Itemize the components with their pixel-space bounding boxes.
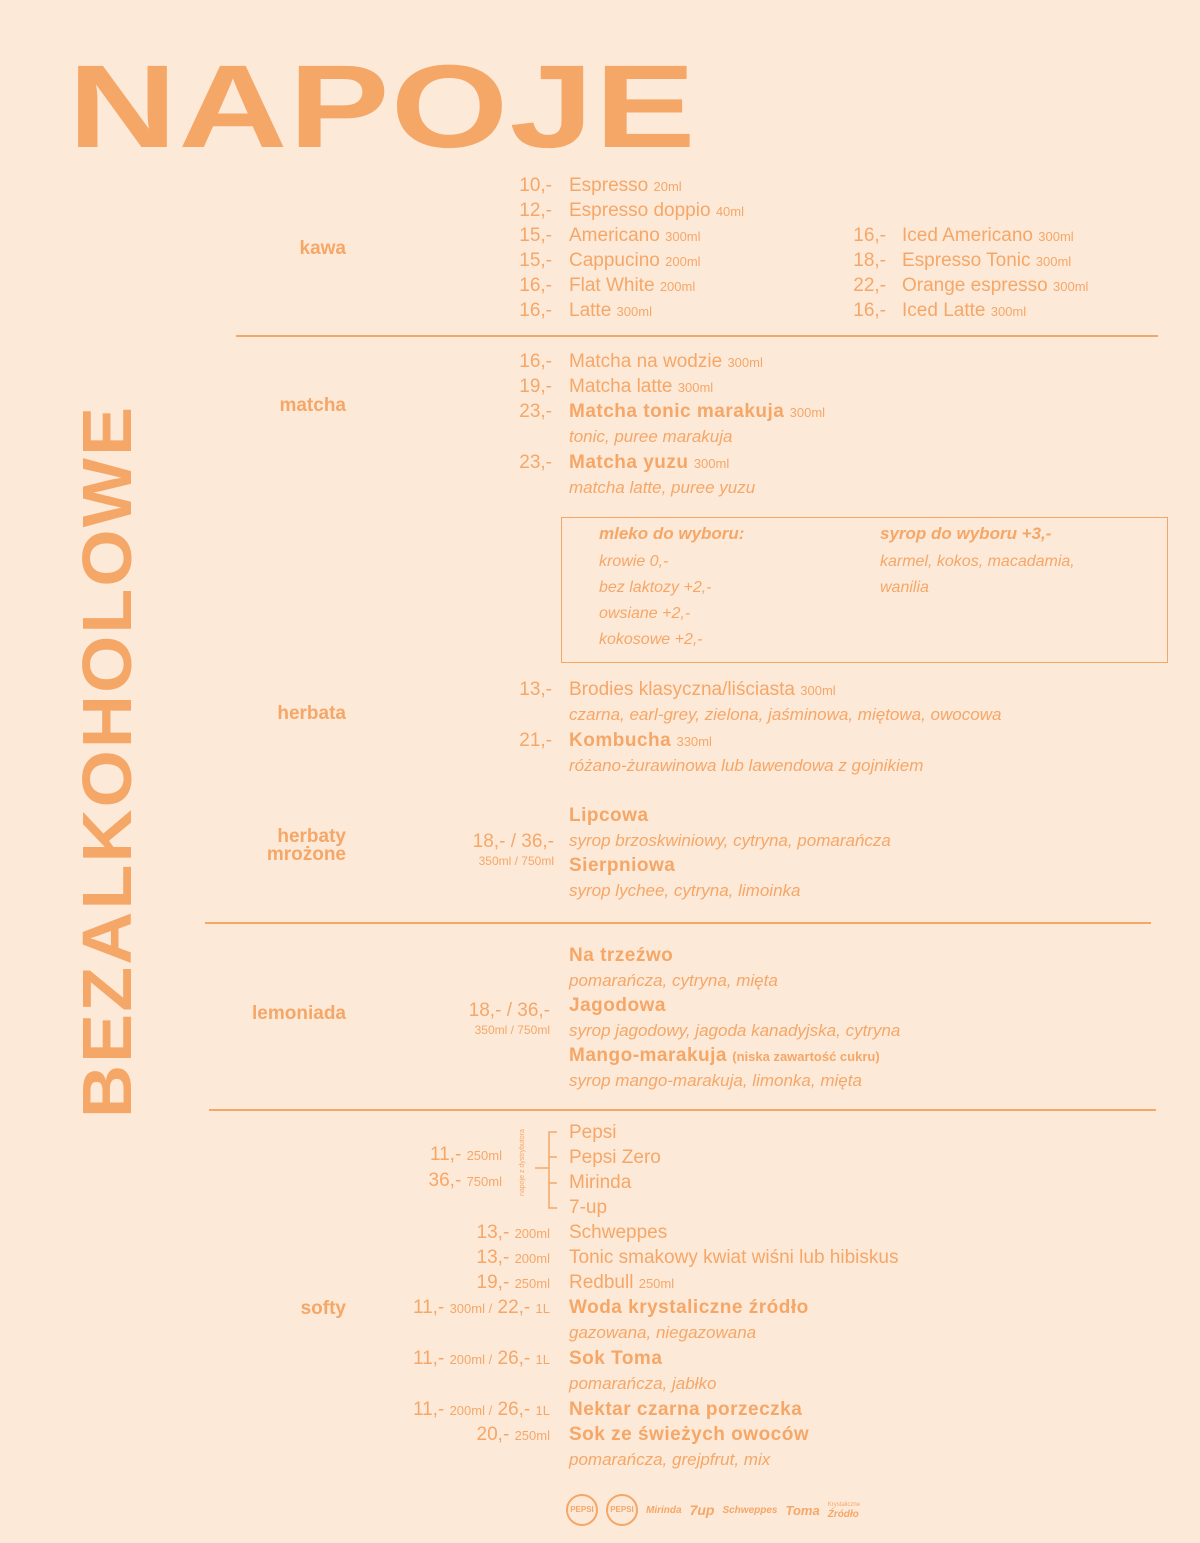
menu-item: [569, 1245, 898, 1270]
item-name: Espresso doppio: [569, 200, 711, 221]
price: [360, 1295, 550, 1321]
item-description: syrop brzoskwiniowy, cytryna, pomarańcza: [569, 831, 891, 850]
item-name: Redbull: [569, 1272, 634, 1293]
item-name: Nektar czarna porzeczka: [569, 1399, 803, 1420]
item-size: 300ml: [616, 304, 652, 319]
item-name: Matcha latte: [569, 376, 673, 397]
menu-item: [569, 298, 652, 324]
item-name: Orange espresso: [902, 275, 1048, 296]
item-name: Matcha na wodzie: [569, 351, 723, 372]
price: 18,- / 36,-: [468, 1000, 550, 1021]
menu-item: [902, 223, 1074, 249]
syrup-title: syrop do wyboru +3,-: [880, 524, 1052, 543]
price: 10,-: [519, 175, 552, 196]
price-size: 300ml /: [449, 1301, 493, 1316]
category-line: mrożone: [266, 844, 346, 865]
dispenser-price: 36,- 750ml: [428, 1170, 502, 1191]
menu-item: [569, 677, 836, 703]
price-value: 22,-: [497, 1297, 531, 1318]
item-name: Cappucino: [569, 250, 660, 271]
category-herbaty-mrozone: [186, 828, 346, 864]
item-name: Sierpniowa: [569, 855, 676, 876]
item-size: 300ml: [789, 405, 826, 420]
price: [360, 1270, 550, 1296]
price: 16,-: [853, 225, 886, 246]
item-name: Lipcowa: [569, 805, 649, 826]
price: 18,- / 36,-: [472, 831, 554, 852]
menu-item: [902, 248, 1071, 274]
syrup-list: [880, 549, 1075, 601]
price-value: 11,-: [412, 1297, 445, 1318]
mirinda-logo: Mirinda: [646, 1504, 682, 1516]
logo-sub: Krystaliczne: [827, 1502, 861, 1508]
price-size: 1L: [535, 1301, 550, 1316]
item-size: 300ml: [1038, 229, 1074, 244]
price-size: 200ml /: [449, 1352, 493, 1367]
price: 13,-: [519, 679, 552, 700]
page-title: NAPOJE: [68, 41, 697, 173]
price: 19,-: [519, 376, 552, 397]
divider: [209, 1109, 1156, 1111]
category-line: herbaty: [277, 826, 346, 847]
menu-item: [569, 349, 763, 375]
item-name: Tonic smakowy kwiat wiśni lub hibiskus: [569, 1247, 899, 1268]
dispenser-bracket: [535, 1128, 567, 1216]
category-matcha: matcha: [279, 395, 346, 416]
price: 15,-: [519, 225, 552, 246]
menu-item: [569, 1346, 662, 1371]
item-name: Flat White: [569, 275, 655, 296]
menu-item: [569, 728, 712, 754]
pepsi-zero-logo: PEPSI: [606, 1494, 638, 1526]
price-size: 1L: [535, 1352, 550, 1367]
item-name: Latte: [569, 300, 612, 321]
category-herbata: herbata: [277, 703, 346, 724]
item-name: Americano: [569, 225, 660, 246]
item-description: różano-żurawinowa lub lawendowa z gojnikiem: [569, 756, 924, 775]
price-value: 26,-: [497, 1399, 531, 1420]
item-description: syrop jagodowy, jagoda kanadyjska, cytryna: [569, 1021, 901, 1040]
menu-item: [569, 803, 649, 828]
divider: [236, 335, 1158, 337]
price-value: 11,-: [412, 1348, 445, 1369]
price: 16,-: [519, 300, 552, 321]
price-value: 13,-: [476, 1247, 510, 1268]
price: 12,-: [519, 200, 552, 221]
item-size: 40ml: [715, 204, 745, 219]
menu-item: [569, 853, 675, 878]
item-description: matcha latte, puree yuzu: [569, 478, 756, 497]
menu-item: [902, 273, 1088, 299]
item-size: 20ml: [653, 179, 682, 194]
schweppes-logo: Schweppes: [722, 1504, 778, 1516]
price: [360, 1422, 550, 1448]
7up-logo: 7up: [689, 1502, 715, 1518]
syrup-option: wanilia: [880, 579, 929, 596]
item-name: Iced Americano: [902, 225, 1033, 246]
price-value: 19,-: [476, 1272, 510, 1293]
item-size: 200ml: [659, 279, 696, 294]
pepsi-logo: PEPSI: [566, 1494, 598, 1526]
item-size: 300ml: [693, 456, 730, 471]
milk-title: mleko do wyboru:: [599, 524, 745, 543]
item-name: Espresso Tonic: [902, 250, 1031, 271]
item-description: gazowana, niegazowana: [569, 1323, 757, 1342]
price: [360, 1397, 550, 1423]
item-name: Mango-marakuja: [569, 1045, 727, 1066]
brand-logos: [566, 1494, 860, 1526]
item-size: 300ml: [665, 229, 701, 244]
dispenser-label: napoje z dystrybutora: [519, 1129, 526, 1196]
menu-item: [569, 1295, 809, 1320]
item-description: pomarańcza, cytryna, mięta: [569, 971, 778, 990]
size: 350ml / 750ml: [478, 854, 554, 868]
divider: [205, 922, 1151, 924]
toma-logo: Toma: [785, 1502, 820, 1518]
item-size: 300ml: [677, 380, 714, 395]
price-size: 1L: [535, 1403, 550, 1418]
item-size: 330ml: [676, 734, 712, 749]
milk-option: owsiane +2,-: [599, 605, 691, 622]
item-name: Espresso: [569, 175, 649, 196]
syrup-option: karmel, kokos, macadamia,: [880, 553, 1075, 570]
menu-item: [569, 248, 701, 274]
milk-option: krowie 0,-: [599, 553, 669, 570]
item-size: 300ml: [1035, 254, 1072, 269]
options-box: [561, 517, 1168, 663]
price-value: 26,-: [497, 1348, 531, 1369]
menu-item: [569, 993, 666, 1018]
logo-main: Źródło: [827, 1509, 859, 1520]
milk-list: [599, 549, 712, 653]
menu-item: [902, 298, 1026, 324]
price: [360, 1346, 550, 1372]
price: 23,-: [519, 452, 552, 473]
category-lemoniada: lemoniada: [252, 1003, 346, 1024]
item-size: 300ml: [990, 304, 1027, 319]
item-name: Brodies klasyczna/liściasta: [569, 679, 795, 700]
item-name: Matcha tonic marakuja: [569, 401, 785, 422]
menu-item: [569, 450, 729, 476]
milk-option: bez laktozy +2,-: [599, 579, 712, 596]
price: 15,-: [519, 250, 552, 271]
price: 16,-: [853, 300, 886, 321]
category-kawa: kawa: [299, 238, 346, 259]
price: [360, 1220, 550, 1246]
price-size: 200ml: [514, 1226, 550, 1241]
section-title-vertical: BEZALKOHOLOWE: [68, 404, 146, 1118]
price: 22,-: [853, 275, 886, 296]
price: 21,-: [519, 730, 552, 751]
item-name: Jagodowa: [569, 995, 666, 1016]
size: 350ml / 750ml: [474, 1023, 550, 1037]
item-description: syrop lychee, cytryna, limoinka: [569, 881, 801, 900]
item-size: 300ml: [727, 355, 763, 370]
price-size: 200ml: [514, 1251, 550, 1266]
price-size: 250ml: [514, 1428, 550, 1443]
price-size: 200ml /: [449, 1403, 493, 1418]
item-description: syrop mango-marakuja, limonka, mięta: [569, 1071, 862, 1090]
price: 23,-: [519, 401, 552, 422]
item-description: pomarańcza, grejpfrut, mix: [569, 1450, 771, 1469]
dispenser-item: Pepsi: [569, 1122, 617, 1143]
price: [360, 1245, 550, 1271]
menu-item: [569, 1220, 667, 1245]
item-description: czarna, earl-grey, zielona, jaśminowa, miętowa, owocowa: [569, 705, 1002, 724]
item-name: Na trzeźwo: [569, 945, 674, 966]
category-softy: softy: [300, 1298, 346, 1319]
item-size: 300ml: [800, 683, 836, 698]
item-note: (niska zawartość cukru): [732, 1049, 880, 1064]
item-name: Schweppes: [569, 1222, 668, 1243]
price: 16,-: [519, 351, 552, 372]
menu-item: [569, 1270, 674, 1296]
price-size: 250ml: [514, 1276, 550, 1291]
menu-item: [569, 1397, 802, 1422]
item-name: Kombucha: [569, 730, 672, 751]
zrodlo-logo: [828, 1501, 860, 1519]
item-size: 250ml: [638, 1276, 675, 1291]
menu-item: [569, 273, 695, 299]
price-value: 13,-: [476, 1222, 510, 1243]
item-size: 300ml: [1053, 279, 1089, 294]
item-size: 200ml: [665, 254, 701, 269]
menu-item: [569, 198, 744, 224]
item-name: Sok Toma: [569, 1348, 663, 1369]
item-description: tonic, puree marakuja: [569, 427, 733, 446]
dispenser-price: 11,- 250ml: [429, 1144, 502, 1165]
item-name: Woda krystaliczne źródło: [569, 1297, 809, 1318]
menu-item: [569, 223, 701, 249]
dispenser-item: Pepsi Zero: [569, 1147, 661, 1168]
dispenser-item: 7-up: [569, 1197, 608, 1218]
price: 16,-: [519, 275, 552, 296]
menu-item: [569, 374, 713, 400]
milk-option: kokosowe +2,-: [599, 631, 703, 648]
menu-item: [569, 399, 825, 425]
price: 18,-: [853, 250, 886, 271]
menu-item: [569, 943, 673, 968]
item-description: pomarańcza, jabłko: [569, 1374, 717, 1393]
item-name: Matcha yuzu: [569, 452, 689, 473]
item-name: Iced Latte: [902, 300, 986, 321]
dispenser-item: Mirinda: [569, 1172, 632, 1193]
dispenser-prices: [398, 1142, 502, 1194]
menu-item: [569, 1422, 809, 1447]
item-name: Sok ze świeżych owoców: [569, 1424, 810, 1445]
menu-item: [569, 173, 682, 199]
price-value: 20,-: [476, 1424, 510, 1445]
menu-item: [569, 1043, 880, 1069]
price-value: 11,-: [412, 1399, 445, 1420]
